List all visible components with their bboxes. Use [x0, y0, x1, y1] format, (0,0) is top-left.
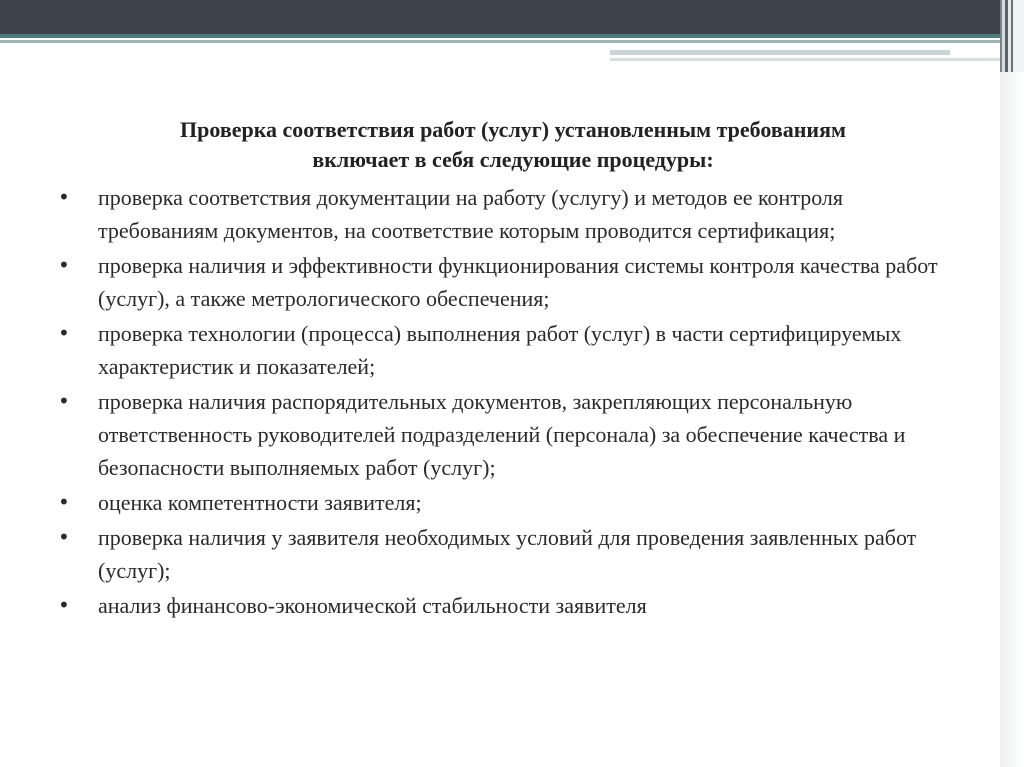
list-item	[58, 249, 968, 315]
bullet-icon: •	[58, 253, 70, 277]
slide-edge-shadow	[1000, 72, 1024, 767]
list-item	[58, 589, 968, 622]
slide-title	[58, 115, 968, 175]
bullet-icon: •	[58, 389, 70, 413]
list-item-text: проверка наличия распорядительных документов, закрепляющих персональную ответственность руководителей подразделений (персонала) за обеспечение качества и безопасности выполняемых работ (услуг);	[98, 389, 906, 480]
bullet-icon: •	[58, 321, 70, 345]
bullet-icon: •	[58, 490, 70, 514]
list-item-text: проверка наличия у заявителя необходимых условий для проведения заявленных работ (услуг);	[98, 525, 917, 583]
list-item-text: проверка технологии (процесса) выполнения работ (услуг) в части сертифицируемых характеристик и показателей;	[98, 321, 902, 379]
bullet-icon: •	[58, 185, 70, 209]
list-item	[58, 317, 968, 383]
list-item	[58, 385, 968, 484]
bullet-icon: •	[58, 593, 70, 617]
decorative-stripe	[610, 58, 1000, 61]
list-item	[58, 486, 968, 519]
decorative-stripe	[610, 50, 950, 55]
header-accent-line-thin	[0, 40, 1000, 43]
header-bar	[0, 0, 1024, 34]
list-item-text: проверка наличия и эффективности функционирования системы контроля качества работ (услуг), а также метрологического обеспечения;	[98, 253, 938, 311]
slide-title-line: включает в себя следующие процедуры:	[312, 147, 714, 172]
list-item-text: анализ финансово-экономической стабильности заявителя	[98, 593, 647, 618]
slide-content	[58, 115, 968, 624]
list-item-text: проверка соответствия документации на работу (услугу) и методов ее контроля требованиям документов, на соответствие которым проводится сертификация;	[98, 185, 844, 243]
list-item	[58, 521, 968, 587]
list-item-text: оценка компетентности заявителя;	[98, 490, 422, 515]
bullet-icon: •	[58, 525, 70, 549]
slide-edge-decoration	[1000, 0, 1024, 72]
procedure-list	[58, 181, 968, 622]
slide-title-line: Проверка соответствия работ (услуг) установленным требованиям	[180, 117, 846, 142]
header-accent-line	[0, 34, 1000, 38]
list-item	[58, 181, 968, 247]
